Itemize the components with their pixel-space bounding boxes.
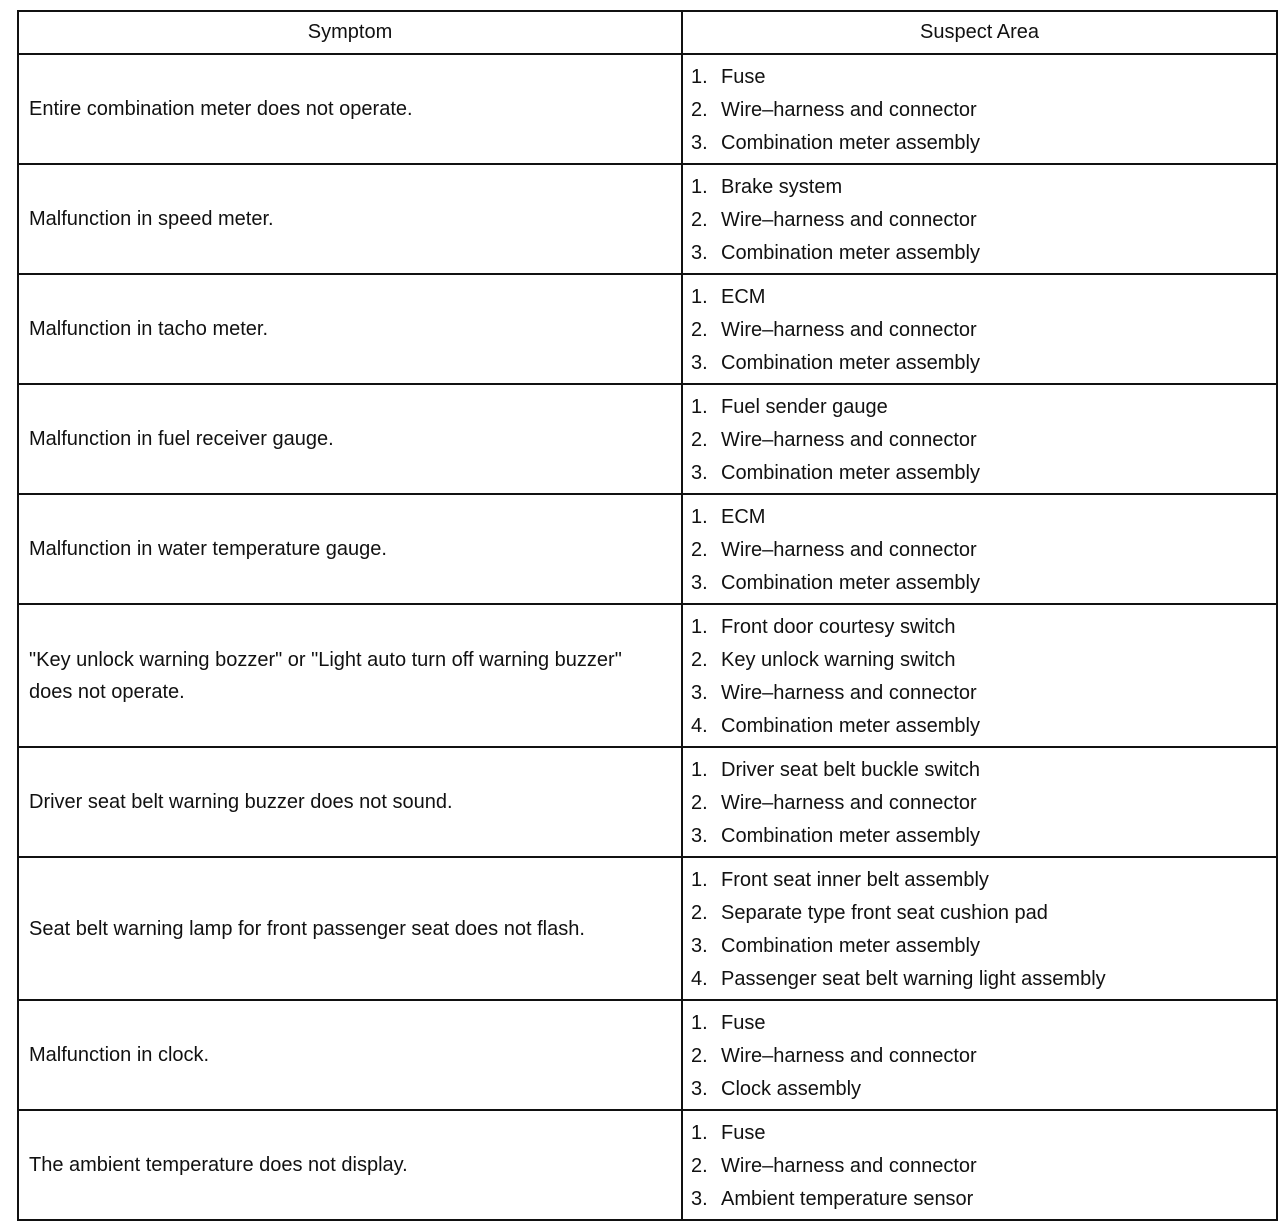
symptom-cell: Seat belt warning lamp for front passenger seat does not flash. [18,857,682,1000]
item-text: Fuse [721,66,766,88]
suspect-area-item [691,391,1276,424]
item-text: Brake system [721,176,843,198]
item-number: 1. [691,176,708,198]
suspect-area-item [691,864,1276,897]
suspect-area-list [691,754,1276,853]
symptom-cell: Entire combination meter does not operate. [18,54,682,164]
item-number: 1. [691,396,708,418]
suspect-area-cell [682,604,1277,747]
suspect-area-cell [682,384,1277,494]
item-text: ECM [721,286,766,308]
suspect-area-item [691,611,1276,644]
suspect-area-item [691,314,1276,347]
item-number: 1. [691,506,708,528]
suspect-area-list [691,864,1276,996]
item-text: Separate type front seat cushion pad [721,902,1048,924]
item-number: 3. [691,1188,708,1210]
item-text: Combination meter assembly [721,242,980,264]
item-number: 1. [691,616,708,638]
item-text: Wire–harness and connector [721,539,977,561]
suspect-area-list [691,391,1276,490]
suspect-area-item [691,1007,1276,1040]
suspect-area-item [691,754,1276,787]
item-text: Wire–harness and connector [721,1155,977,1177]
item-text: Combination meter assembly [721,462,980,484]
item-text: Front door courtesy switch [721,616,956,638]
item-text: Combination meter assembly [721,825,980,847]
item-number: 3. [691,462,708,484]
item-number: 2. [691,99,708,121]
suspect-area-cell [682,164,1277,274]
item-number: 3. [691,572,708,594]
suspect-area-cell [682,1000,1277,1110]
suspect-area-item [691,424,1276,457]
item-number: 3. [691,682,708,704]
header-suspect-area: Suspect Area [682,11,1277,54]
suspect-area-item [691,94,1276,127]
troubleshooting-table [17,10,1278,1221]
table-row [18,494,1277,604]
item-number: 1. [691,1122,708,1144]
suspect-area-item [691,644,1276,677]
symptom-cell: Malfunction in clock. [18,1000,682,1110]
item-number: 1. [691,1012,708,1034]
suspect-area-cell [682,494,1277,604]
item-number: 2. [691,539,708,561]
suspect-area-cell [682,747,1277,857]
suspect-area-list [691,1117,1276,1216]
item-number: 4. [691,715,708,737]
symptom-cell: Malfunction in speed meter. [18,164,682,274]
item-text: Wire–harness and connector [721,319,977,341]
suspect-area-list [691,501,1276,600]
item-text: Combination meter assembly [721,572,980,594]
suspect-area-list [691,281,1276,380]
item-text: Wire–harness and connector [721,99,977,121]
suspect-area-item [691,1183,1276,1216]
table-row [18,384,1277,494]
symptom-cell: The ambient temperature does not display. [18,1110,682,1220]
item-number: 1. [691,66,708,88]
suspect-area-list [691,1007,1276,1106]
suspect-area-item [691,204,1276,237]
table-row [18,604,1277,747]
suspect-area-item [691,567,1276,600]
suspect-area-item [691,61,1276,94]
item-text: Wire–harness and connector [721,682,977,704]
table-row [18,54,1277,164]
item-number: 1. [691,759,708,781]
item-number: 2. [691,792,708,814]
suspect-area-item [691,281,1276,314]
header-symptom: Symptom [18,11,682,54]
item-text: Wire–harness and connector [721,1045,977,1067]
suspect-area-item [691,457,1276,490]
item-number: 2. [691,319,708,341]
item-text: Key unlock warning switch [721,649,956,671]
suspect-area-list [691,171,1276,270]
item-number: 1. [691,286,708,308]
item-text: Combination meter assembly [721,715,980,737]
item-text: ECM [721,506,766,528]
item-number: 2. [691,209,708,231]
suspect-area-item [691,710,1276,743]
suspect-area-item [691,897,1276,930]
item-text: Wire–harness and connector [721,429,977,451]
item-number: 3. [691,132,708,154]
suspect-area-item [691,534,1276,567]
table-row [18,1000,1277,1110]
table-row [18,1110,1277,1220]
item-text: Front seat inner belt assembly [721,869,989,891]
item-text: Combination meter assembly [721,132,980,154]
suspect-area-item [691,677,1276,710]
item-text: Fuse [721,1122,766,1144]
symptom-cell: Malfunction in tacho meter. [18,274,682,384]
item-text: Combination meter assembly [721,352,980,374]
item-text: Fuse [721,1012,766,1034]
suspect-area-item [691,127,1276,160]
item-number: 3. [691,935,708,957]
symptom-cell: "Key unlock warning bozzer" or "Light auto turn off warning buzzer" does not operate. [18,604,682,747]
suspect-area-item [691,963,1276,996]
item-number: 4. [691,968,708,990]
suspect-area-list [691,611,1276,743]
suspect-area-item [691,1117,1276,1150]
table-row [18,857,1277,1000]
suspect-area-item [691,787,1276,820]
suspect-area-item [691,171,1276,204]
suspect-area-cell [682,857,1277,1000]
item-number: 2. [691,1155,708,1177]
item-text: Wire–harness and connector [721,792,977,814]
table-row [18,274,1277,384]
item-number: 3. [691,1078,708,1100]
suspect-area-item [691,237,1276,270]
symptom-cell: Driver seat belt warning buzzer does not sound. [18,747,682,857]
item-text: Combination meter assembly [721,935,980,957]
item-text: Wire–harness and connector [721,209,977,231]
item-number: 2. [691,429,708,451]
item-text: Ambient temperature sensor [721,1188,974,1210]
item-text: Driver seat belt buckle switch [721,759,980,781]
symptom-cell: Malfunction in fuel receiver gauge. [18,384,682,494]
suspect-area-item [691,501,1276,534]
item-number: 3. [691,242,708,264]
suspect-area-item [691,820,1276,853]
suspect-area-item [691,1040,1276,1073]
suspect-area-item [691,930,1276,963]
item-number: 3. [691,825,708,847]
item-number: 3. [691,352,708,374]
table-body [18,54,1277,1220]
item-text: Passenger seat belt warning light assembly [721,968,1106,990]
suspect-area-item [691,1150,1276,1183]
item-number: 2. [691,1045,708,1067]
suspect-area-item [691,1073,1276,1106]
suspect-area-item [691,347,1276,380]
symptom-cell: Malfunction in water temperature gauge. [18,494,682,604]
item-number: 2. [691,649,708,671]
item-number: 2. [691,902,708,924]
table-header-row [18,11,1277,54]
table-row [18,747,1277,857]
suspect-area-cell [682,54,1277,164]
item-number: 1. [691,869,708,891]
suspect-area-cell [682,1110,1277,1220]
table-row [18,164,1277,274]
troubleshooting-table-container [17,10,1276,1221]
item-text: Clock assembly [721,1078,862,1100]
suspect-area-list [691,61,1276,160]
item-text: Fuel sender gauge [721,396,888,418]
suspect-area-cell [682,274,1277,384]
